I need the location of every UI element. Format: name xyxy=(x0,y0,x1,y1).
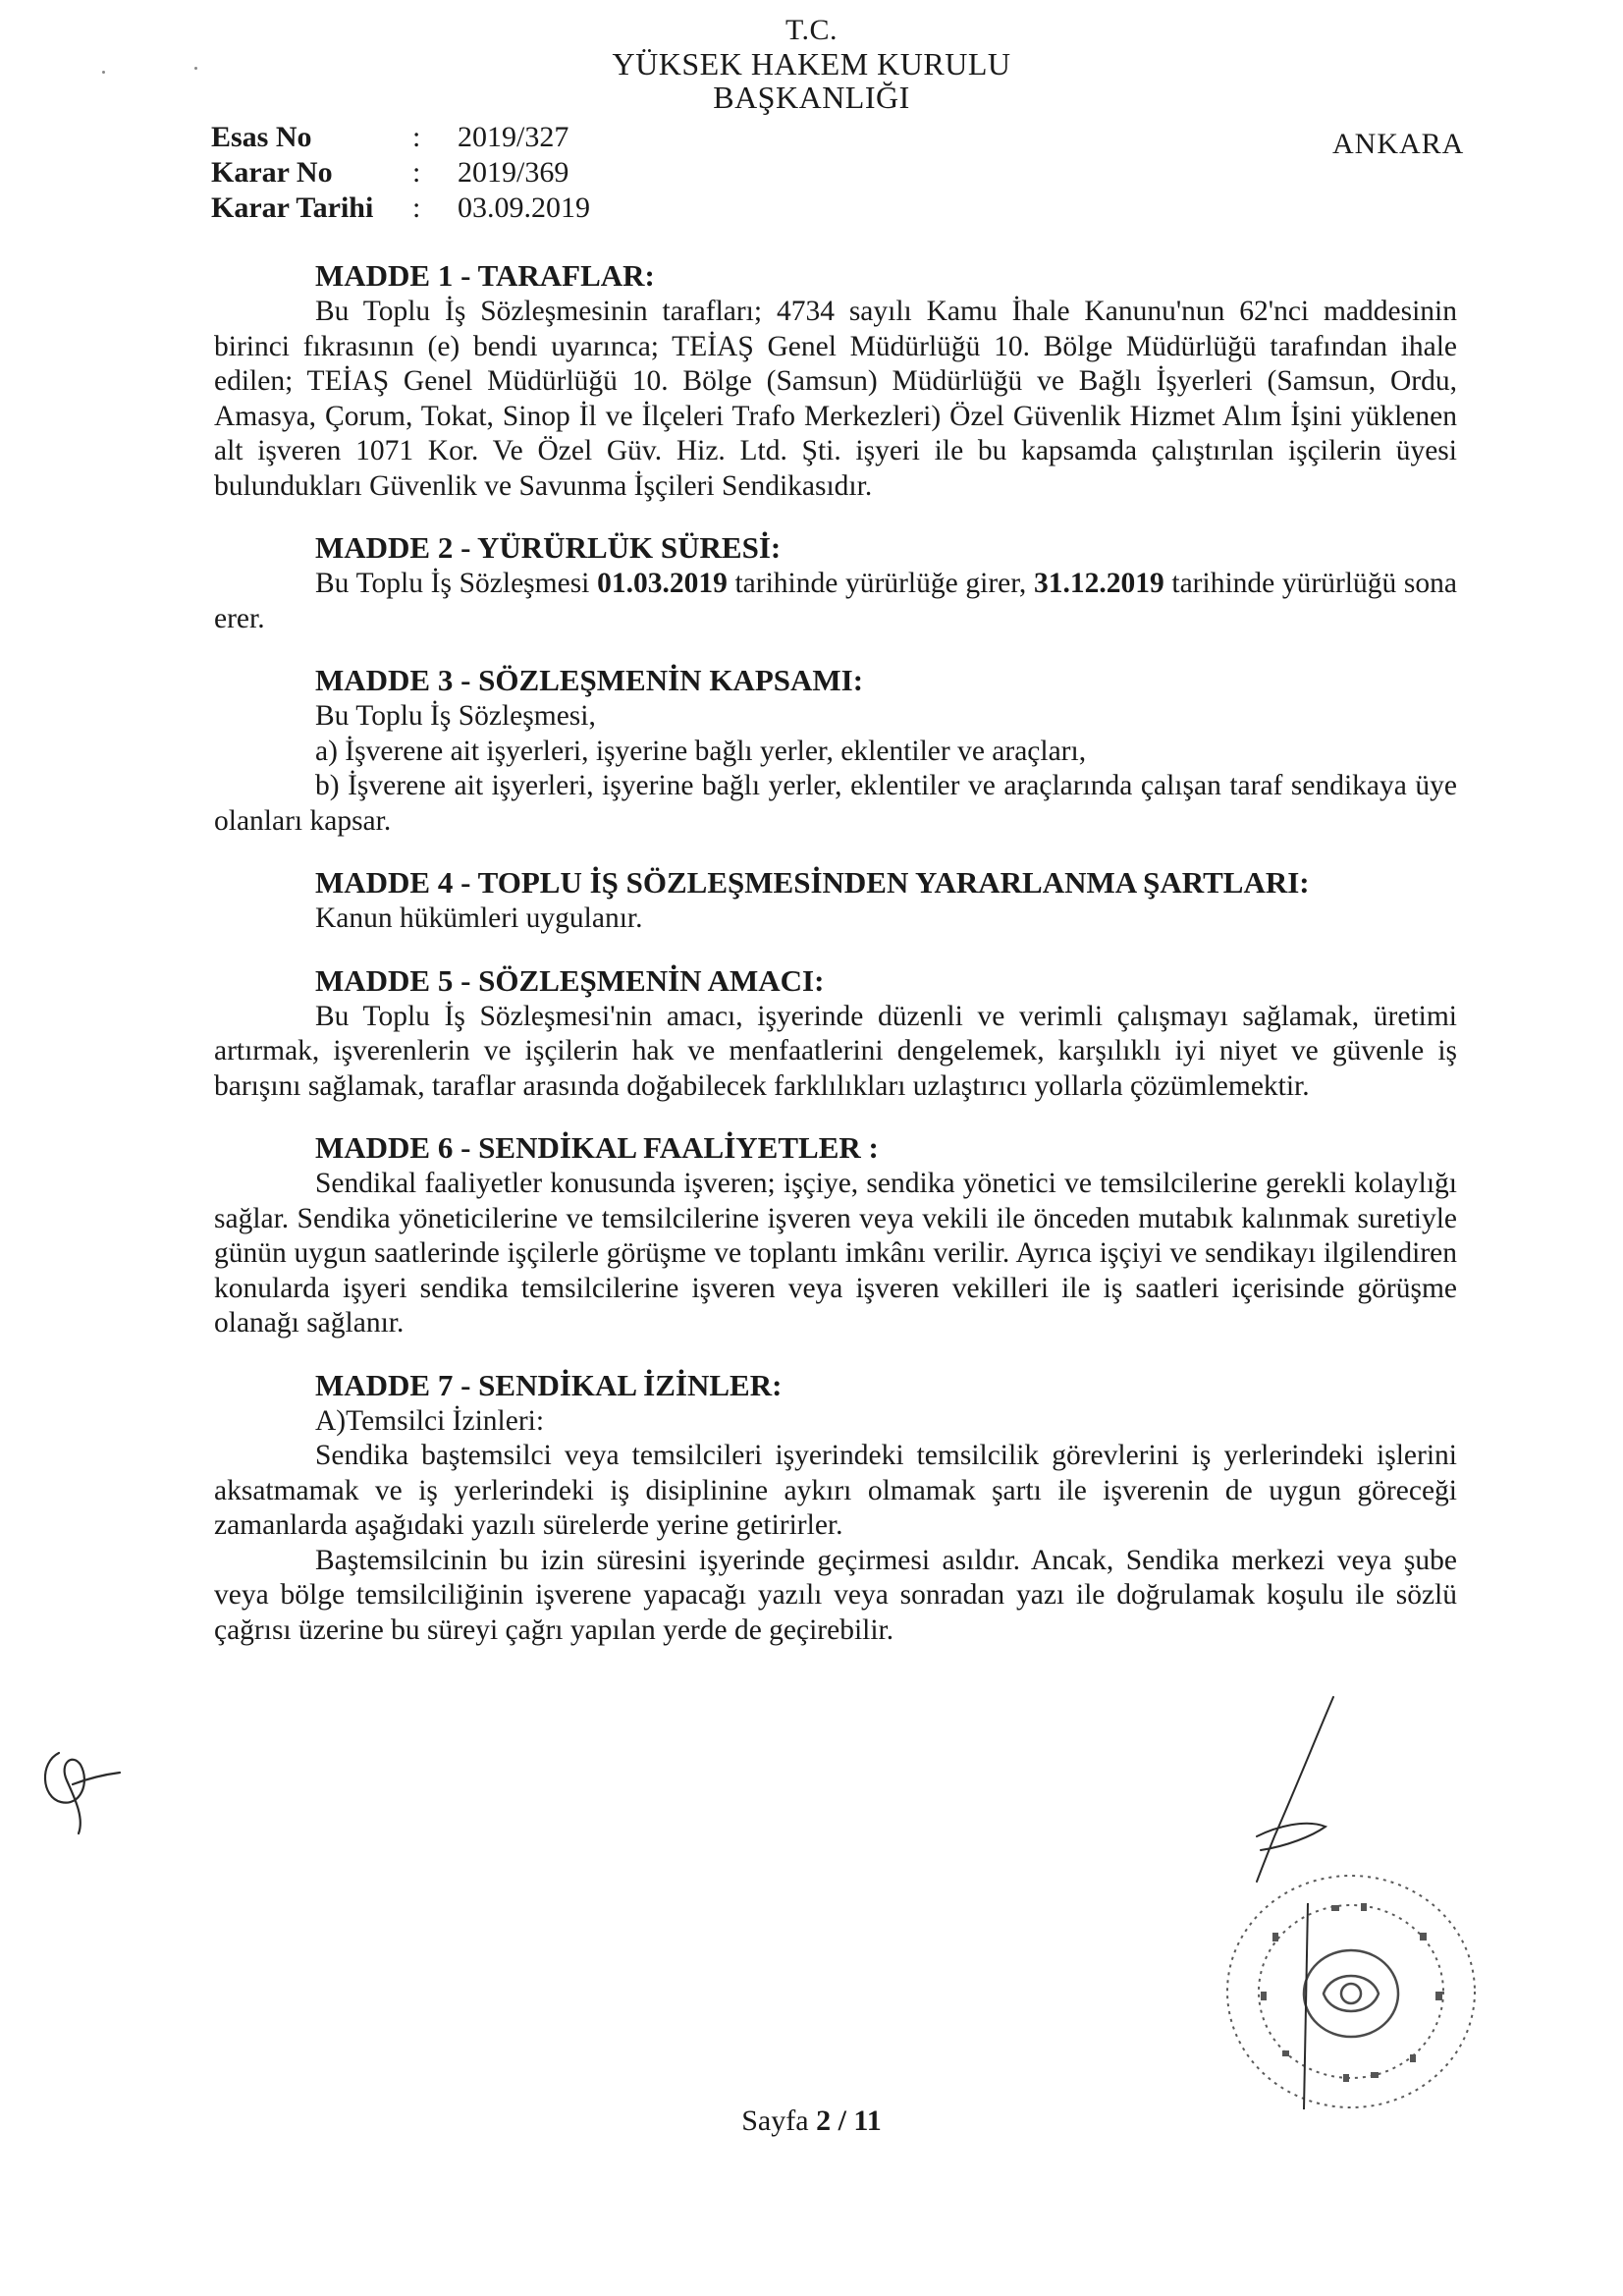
margin-initial-icon xyxy=(29,1723,128,1841)
meta-separator: : xyxy=(412,121,421,153)
article-title: MADDE 6 - SENDİKAL FAALİYETLER : xyxy=(315,1130,879,1165)
page-label: Sayfa xyxy=(741,2105,817,2137)
text-run: tarihinde yürürlüğü sona erer. xyxy=(214,568,1458,634)
article-paragraph: Sendikal faaliyetler konusunda işveren; işçiye, sendika yönetici ve temsilcilerine gerekli kolaylığı sağlar. Sendika yöneticilerine ve temsilcilerine işveren veya vekili ile önceden mutabık kalınmak suretiyle günün uygun saatlerinde işçilerle görüşme ve toplantı imkânı verilir. Ayrıca işçiyi ve sendikayı ilgilendiren konularda işyeri sendika temsilcilerine işveren veya işveren vekilleri ile iş saatleri içerisinde görüşme olanağı sağlanır. xyxy=(214,1168,1457,1339)
page-footer xyxy=(0,2105,1623,2138)
meta-separator: : xyxy=(412,191,421,224)
karar-value: 2019/369 xyxy=(458,156,569,189)
text-run: Bu Toplu İş Sözleşmesi xyxy=(315,568,598,599)
article-title: MADDE 5 - SÖZLEŞMENİN AMACI: xyxy=(315,962,825,998)
header-presidency: BAŞKANLIĞI xyxy=(713,80,910,115)
start-date: 01.03.2019 xyxy=(597,568,728,599)
decision-meta xyxy=(211,120,590,226)
article-line: Kanun hükümleri uygulanır. xyxy=(315,902,643,934)
article-title: MADDE 1 - TARAFLAR: xyxy=(315,258,655,293)
document-header xyxy=(0,14,1623,114)
karar-row xyxy=(211,155,590,191)
article-paragraph: Sendika baştemsilci veya temsilcileri işyerindeki temsilcilik görevlerini iş yerlerindeki işlerini aksatmamak ve iş yerlerindeki iş disiplinine aykırı olmamak şartı ile işverenin de uygun göreceği zamanlarda aşağıdaki yazılı sürelerde yerine getirirler. xyxy=(214,1440,1457,1541)
page-number: 2 / 11 xyxy=(816,2105,882,2137)
article-7 xyxy=(214,1367,1457,1649)
meta-separator: : xyxy=(412,156,421,189)
article-title: MADDE 2 - YÜRÜRLÜK SÜRESİ: xyxy=(315,530,782,565)
article-paragraph: Bu Toplu İş Sözleşmesi'nin amacı, işyerinde düzenli ve verimli çalışmayı sağlamak, üretimi artırmak, işverenlerin ve işçilerin hak ve menfaatlerini dengelemek, karşılıklı iyi niyet ve güvenle iş barışını sağlamak, taraflar arasında doğabilecek farklılıkları uzlaştırıcı yollarla çözümlemektir. xyxy=(214,1000,1457,1102)
article-title: MADDE 7 - SENDİKAL İZİNLER: xyxy=(315,1367,783,1402)
article-title: MADDE 3 - SÖZLEŞMENİN KAPSAMI: xyxy=(315,663,864,697)
header-institution: YÜKSEK HAKEM KURULU xyxy=(612,46,1011,82)
article-4 xyxy=(214,864,1457,937)
end-date: 31.12.2019 xyxy=(1033,568,1164,599)
article-5 xyxy=(214,962,1457,1105)
article-line: A)Temsilci İzinleri: xyxy=(315,1404,545,1437)
esas-label: Esas No xyxy=(211,121,312,153)
article-line: a) İşverene ait işyerleri, işyerine bağlı yerler, eklentiler ve araçları, xyxy=(315,735,1087,767)
signature-icon xyxy=(1217,1689,1355,1886)
city-label: ANKARA xyxy=(1332,128,1465,160)
article-paragraph: Baştemsilcinin bu izin süresini işyerinde geçirmesi asıldır. Ancak, Sendika merkezi veya şube veya bölge temsilciliğinin işverene yapacağı yazılı veya sonradan yazı ile doğrulamak koşulu ile sözlü çağrısı üzerine bu süreyi çağrı yapılan yerde de geçirebilir. xyxy=(214,1544,1457,1646)
article-paragraph: b) İşverene ait işyerleri, işyerine bağlı yerler, eklentiler ve araçlarında çalışan taraf sendikaya üye olanları kapsar. xyxy=(214,770,1457,837)
tarih-value: 03.09.2019 xyxy=(458,191,590,224)
tarih-row xyxy=(211,191,590,226)
esas-row xyxy=(211,120,590,155)
document-body xyxy=(214,257,1457,1673)
article-title: MADDE 4 - TOPLU İŞ SÖZLEŞMESİNDEN YARARLANMA ŞARTLARI: xyxy=(315,865,1310,900)
article-1 xyxy=(214,257,1457,504)
official-seal-icon xyxy=(1214,1864,1488,2119)
article-2 xyxy=(214,529,1457,636)
article-6 xyxy=(214,1129,1457,1341)
article-paragraph xyxy=(214,567,1457,636)
article-paragraph: Bu Toplu İş Sözleşmesinin tarafları; 4734 sayılı Kamu İhale Kanunu'nun 62'nci maddesinin birinci fıkrasının (e) bendi uyarınca; TEİAŞ Genel Müdürlüğü 10. Bölge Müdürlüğü tarafından ihale edilen; TEİAŞ Genel Müdürlüğü 10. Bölge (Samsun) Müdürlüğü ve Bağlı İşyerleri (Samsun, Ordu, Amasya, Çorum, Tokat, Sinop İl ve İlçeleri Trafo Merkezleri) Özel Güvenlik Hizmet Alım İşini yüklenen alt işveren 1071 Kor. Ve Özel Güv. Hiz. Ltd. Şti. işyeri ile bu kapsamda çalıştırılan işçilerin üyesi bulundukları Güvenlik ve Savunma İşçileri Sendikasıdır. xyxy=(214,296,1457,502)
article-3 xyxy=(214,662,1457,839)
esas-value: 2019/327 xyxy=(458,121,569,153)
article-line: Bu Toplu İş Sözleşmesi, xyxy=(315,700,596,732)
header-tc: T.C. xyxy=(784,14,839,46)
text-run: tarihinde yürürlüğe girer, xyxy=(727,568,1034,599)
tarih-label: Karar Tarihi xyxy=(211,191,374,224)
karar-label: Karar No xyxy=(211,156,333,189)
